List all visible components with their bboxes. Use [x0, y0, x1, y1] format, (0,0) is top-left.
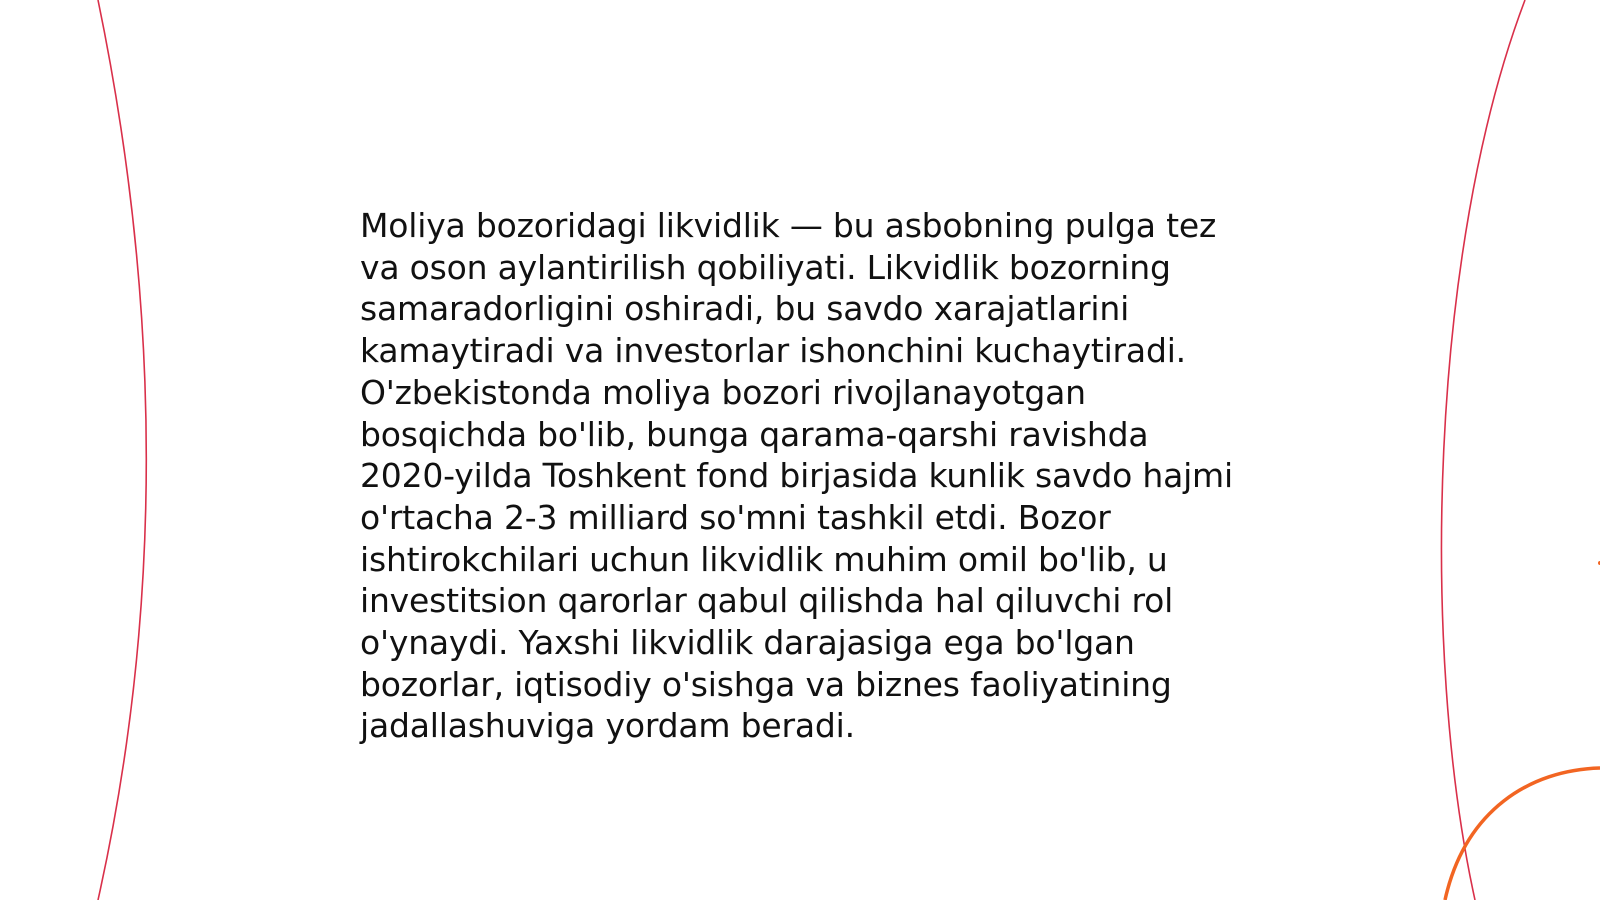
left-arc-line: [98, 0, 146, 900]
right-arc-line: [1441, 0, 1525, 900]
slide-body-text: Moliya bozoridagi likvidlik — bu asbobning pulga tez va oson aylantirilish qobiliyati. Likvidlik bozorning samaradorligini oshiradi, bu savdo xarajatlarini kamaytiradi va investorlar ishonchini kuchaytiradi. O'zbekistonda moliya bozori rivojlanayotgan bosqichda bo'lib, bunga qarama-qarshi ravishda 2020-yilda Toshkent fond birjasida kunlik savdo hajmi o'rtacha 2-3 milliard so'mni tashkil etdi. Bozor ishtirokchilari uchun likvidlik muhim omil bo'lib, u investitsion qarorlar qabul qilishda hal qiluvchi rol o'ynaydi. Yaxshi likvidlik darajasiga ega bo'lgan bozorlar, iqtisodiy o'sishga va biznes faoliyatining jadallashuviga yordam beradi.: [360, 206, 1233, 746]
bottom-right-orange-arc: [1445, 768, 1600, 900]
